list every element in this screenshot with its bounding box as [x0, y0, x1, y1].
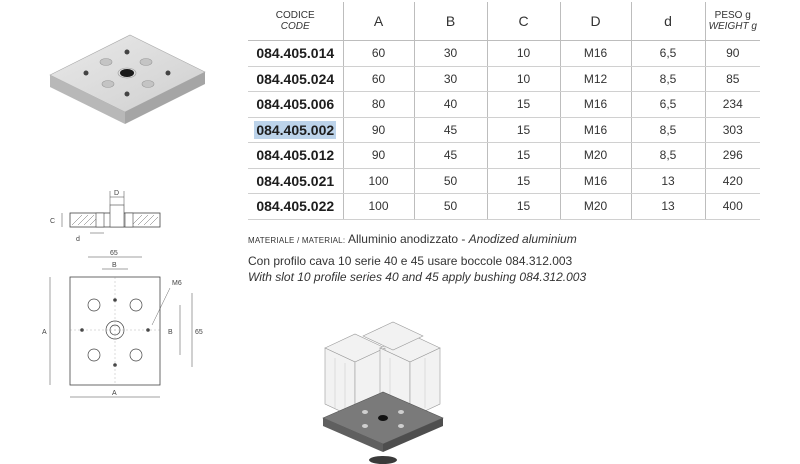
material-en: Anodized aluminium — [468, 232, 577, 246]
profile-assembly-illustration — [315, 318, 450, 464]
cell-c: 15 — [487, 143, 560, 169]
cell-b: 30 — [414, 41, 487, 67]
cell-d: 8,5 — [631, 117, 705, 143]
table-row — [248, 168, 760, 194]
technical-drawing — [30, 185, 235, 460]
material-sep: - — [458, 232, 469, 246]
label-65-top: 65 — [110, 250, 118, 257]
table-row — [248, 41, 760, 67]
cell-a: 100 — [343, 168, 414, 194]
material-line — [248, 232, 768, 246]
cell-d-cap: M16 — [560, 92, 631, 118]
header-code: CODICE CODE — [248, 2, 343, 41]
header-weight: PESO g WEIGHT g — [705, 2, 760, 41]
cell-d-cap: M16 — [560, 168, 631, 194]
cell-c: 15 — [487, 194, 560, 220]
spec-table-container — [248, 2, 760, 220]
material-label: MATERIALE / MATERIAL: — [248, 236, 346, 245]
table-row-selected — [248, 117, 760, 143]
cell-d: 8,5 — [631, 66, 705, 92]
header-d: d — [631, 2, 705, 41]
table-row — [248, 92, 760, 118]
cell-a: 60 — [343, 66, 414, 92]
header-d-cap: D — [560, 2, 631, 41]
note-english: With slot 10 profile series 40 and 45 apply bushing 084.312.003 — [248, 270, 587, 284]
cell-weight: 296 — [705, 143, 760, 169]
cell-b: 50 — [414, 194, 487, 220]
cell-b: 30 — [414, 66, 487, 92]
cell-code: 084.405.022 — [248, 194, 343, 220]
cell-a: 100 — [343, 194, 414, 220]
label-d: d — [76, 236, 80, 243]
cell-d-cap: M20 — [560, 194, 631, 220]
cell-code: 084.405.021 — [248, 168, 343, 194]
material-it: Alluminio anodizzato — [347, 232, 458, 246]
cell-code: 084.405.012 — [248, 143, 343, 169]
cell-c: 15 — [487, 117, 560, 143]
cell-weight: 400 — [705, 194, 760, 220]
cell-d: 6,5 — [631, 92, 705, 118]
cell-b: 45 — [414, 117, 487, 143]
label-A-side: A — [42, 329, 47, 336]
cell-code: 084.405.014 — [248, 41, 343, 67]
label-D: D — [114, 190, 120, 197]
cell-c: 15 — [487, 92, 560, 118]
cell-d: 13 — [631, 168, 705, 194]
cell-d: 6,5 — [631, 41, 705, 67]
cell-c: 15 — [487, 168, 560, 194]
plate-photo — [30, 10, 230, 135]
cell-weight: 303 — [705, 117, 760, 143]
cell-c: 10 — [487, 41, 560, 67]
cell-code: 084.405.006 — [248, 92, 343, 118]
header-b: B — [414, 2, 487, 41]
cell-a: 90 — [343, 117, 414, 143]
label-B-top: B — [112, 262, 117, 269]
table-row — [248, 66, 760, 92]
table-header-row — [248, 2, 760, 41]
spec-table — [248, 2, 760, 220]
header-a: A — [343, 2, 414, 41]
cell-weight: 85 — [705, 66, 760, 92]
cell-weight: 420 — [705, 168, 760, 194]
label-65-side: 65 — [195, 329, 203, 336]
cell-d-cap: M16 — [560, 41, 631, 67]
label-M6: M6 — [172, 280, 182, 287]
cell-a: 60 — [343, 41, 414, 67]
cell-d: 8,5 — [631, 143, 705, 169]
cell-code-highlighted[interactable]: 084.405.002 — [248, 117, 343, 143]
cell-d: 13 — [631, 194, 705, 220]
cell-weight: 90 — [705, 41, 760, 67]
cell-c: 10 — [487, 66, 560, 92]
label-C: C — [50, 218, 56, 225]
notes — [248, 232, 768, 284]
table-row — [248, 194, 760, 220]
cell-d-cap: M20 — [560, 143, 631, 169]
cell-a: 90 — [343, 143, 414, 169]
cell-d-cap: M16 — [560, 117, 631, 143]
left-illustrations — [0, 0, 240, 464]
label-B-side: B — [168, 329, 173, 336]
note-italian: Con profilo cava 10 serie 40 e 45 usare boccole 084.312.003 — [248, 254, 573, 268]
cell-b: 45 — [414, 143, 487, 169]
header-c: C — [487, 2, 560, 41]
cell-weight: 234 — [705, 92, 760, 118]
cell-d-cap: M12 — [560, 66, 631, 92]
cell-a: 80 — [343, 92, 414, 118]
cell-code: 084.405.024 — [248, 66, 343, 92]
label-A-bottom: A — [112, 390, 117, 397]
table-row — [248, 143, 760, 169]
cell-b: 50 — [414, 168, 487, 194]
cell-b: 40 — [414, 92, 487, 118]
